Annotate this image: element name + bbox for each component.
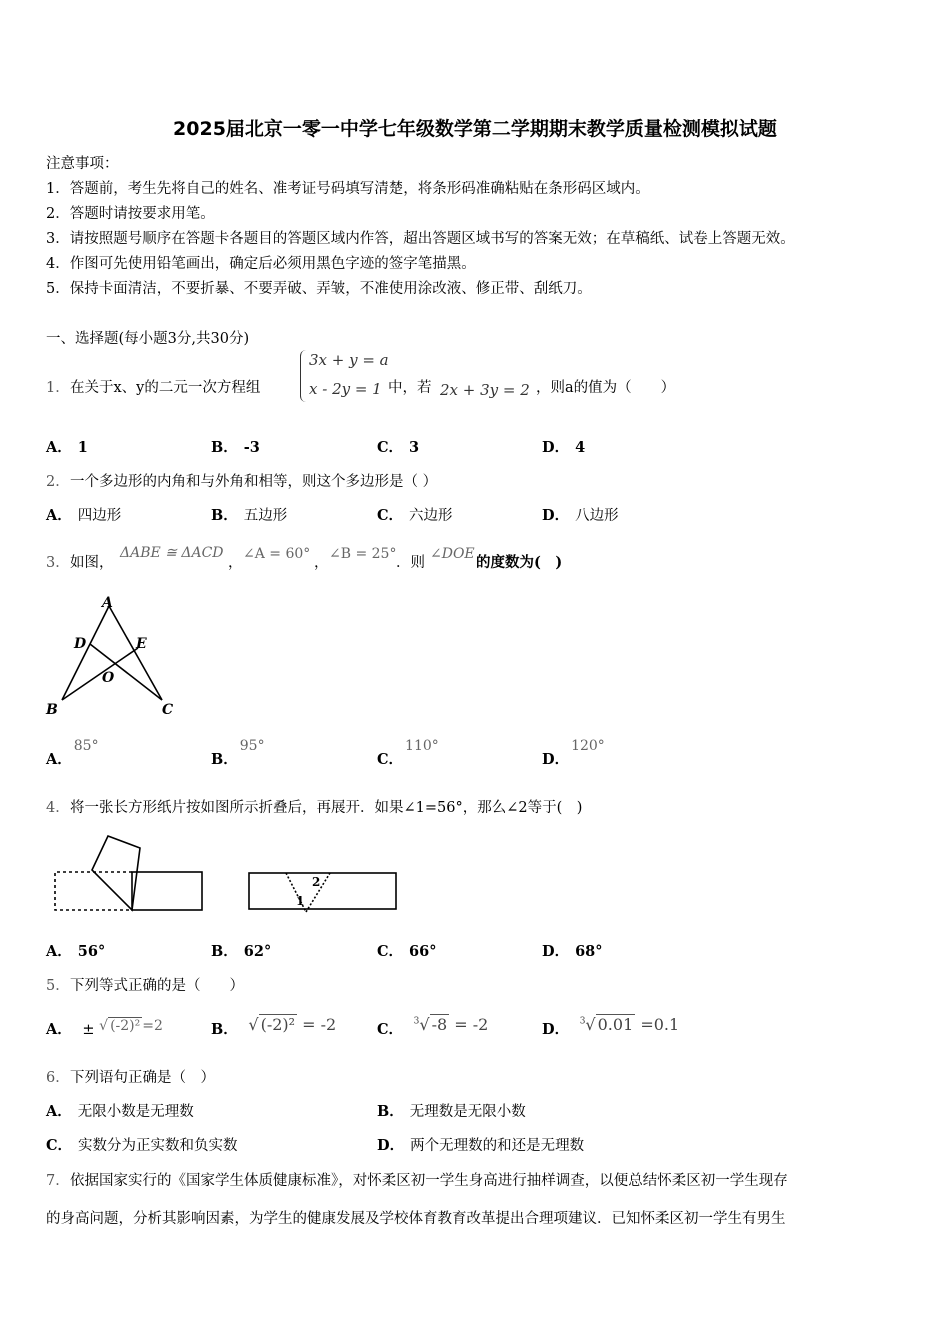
option-c[interactable] — [377, 504, 453, 525]
option-d[interactable] — [542, 940, 609, 961]
question-number: 5． — [46, 978, 70, 994]
note-item: 4．作图可先使用铅笔画出，确定后必须用黑色字迹的签字笔描黑。 — [46, 256, 476, 272]
option-c[interactable] — [377, 436, 425, 457]
equation-line: 3x + y = a — [309, 351, 389, 369]
question-number: 6． — [46, 1070, 70, 1086]
option-label: B． — [211, 943, 238, 960]
separator: ， — [314, 555, 329, 571]
rhs: = -2 — [302, 1015, 337, 1034]
option-text: 六边形 — [409, 508, 453, 524]
option-label: A． — [46, 1021, 72, 1038]
option-text: 3 — [409, 439, 420, 456]
root-index: 3 — [579, 1016, 586, 1027]
note-item: 3．请按照题号顺序在答题卡各题目的答题区域内作答，超出答题区域书写的答案无效；在草稿纸、试卷上答题无效。 — [46, 231, 795, 247]
question-number: 2． — [46, 474, 70, 490]
option-text: 两个无理数的和还是无理数 — [410, 1138, 585, 1154]
notes-heading: 注意事项： — [46, 156, 119, 172]
equation-line: x - 2y = 1 — [309, 380, 382, 398]
option-text: 1 — [77, 439, 88, 456]
option-label: C． — [377, 751, 404, 768]
option-b[interactable] — [211, 738, 269, 769]
option-text: 五边形 — [243, 508, 288, 524]
angle-label-2: 2 — [312, 875, 321, 889]
option-d[interactable]: D． $^3$√ 0.01 =0.1 — [542, 1015, 680, 1038]
rhs: =0.1 — [640, 1015, 680, 1034]
option-label: A． — [46, 507, 72, 524]
option-label: C． — [377, 1021, 404, 1038]
question-text: 的身高问题，分析其影响因素，为学生的健康发展及学校体育教育改革提出合理项建议．已知怀柔区初一学生有男生 — [46, 1211, 786, 1227]
congruence-expression: ΔABE ≅ ΔACD — [120, 545, 224, 561]
condition-equation: 2x + 3y = 2 — [440, 381, 530, 399]
option-label: C． — [377, 439, 404, 456]
option-a[interactable] — [46, 504, 121, 525]
option-label: B． — [211, 1021, 238, 1038]
option-label: C． — [46, 1137, 73, 1154]
option-b[interactable] — [211, 436, 266, 457]
option-d[interactable] — [377, 1134, 584, 1155]
option-b[interactable] — [211, 940, 277, 961]
option-b[interactable] — [377, 1100, 526, 1121]
option-text: 95° — [239, 738, 265, 754]
question-number: 1． — [46, 380, 70, 396]
angle-a-expression: ∠A = 60° — [243, 546, 311, 562]
radicand: (-2)² — [260, 1015, 296, 1034]
option-label: B． — [211, 507, 238, 524]
option-label: A． — [46, 943, 72, 960]
option-label: D． — [377, 1137, 405, 1154]
page-title: 2025届北京一零一中学七年级数学第二学期期末教学质量检测模拟试题 — [173, 118, 777, 140]
question-text: 一个多边形的内角和与外角和相等，则这个多边形是（ ） — [70, 474, 438, 490]
option-text: 八边形 — [575, 508, 619, 524]
question-number: 4． — [46, 800, 70, 816]
option-a[interactable] — [46, 1100, 194, 1121]
segment-dc — [90, 644, 162, 700]
question-text: 将一张长方形纸片按如图所示折叠后，再展开．如果∠1=56°，那么∠2等于( ) — [70, 800, 583, 816]
option-label: A． — [46, 1103, 72, 1120]
question-text: 在关于x、y的二元一次方程组 — [70, 380, 261, 396]
option-text: -3 — [243, 439, 260, 456]
option-label: B． — [211, 439, 238, 456]
folding-figure — [50, 832, 410, 918]
angle-doe: ∠DOE — [430, 546, 475, 562]
note-item: 5．保持卡面清洁，不要折暴、不要弄破、弄皱，不准使用涂改液、修正带、刮纸刀。 — [46, 281, 592, 297]
question-text: ．则 — [396, 555, 425, 571]
unfolded-part — [132, 872, 202, 910]
option-text: 无理数是无限小数 — [409, 1104, 526, 1120]
option-text: 110° — [405, 738, 439, 754]
option-label: C． — [377, 507, 404, 524]
separator: ， — [228, 555, 243, 571]
option-label: D． — [542, 943, 570, 960]
option-label: D． — [542, 439, 570, 456]
question-text: 下列语句正确是（ ） — [70, 1070, 215, 1086]
option-label: D． — [542, 751, 570, 768]
option-text: 68° — [575, 943, 603, 960]
radicand: (-2)² — [110, 1018, 141, 1034]
question-text: 中，若 — [388, 380, 432, 396]
question-text: 如图， — [70, 555, 114, 571]
option-d[interactable] — [542, 738, 609, 769]
label-a: A — [102, 595, 113, 611]
question-number: 7． — [46, 1173, 70, 1189]
question-text: 下列等式正确的是（ ） — [70, 978, 244, 994]
option-text: 实数分为正实数和负实数 — [78, 1138, 238, 1154]
option-c[interactable]: C． $^3$√ -8 = -2 — [377, 1015, 489, 1038]
dashed-original-rect — [55, 872, 132, 910]
note-item: 1．答题前，考生先将自己的姓名、准考证号码填写清楚，将条形码准确粘贴在条形码区域内。 — [46, 181, 650, 197]
option-text: 无限小数是无理数 — [77, 1104, 194, 1120]
option-d[interactable] — [542, 436, 591, 457]
angle-b-expression: ∠B = 25° — [329, 546, 397, 562]
question-text: 依据国家实行的《国家学生体质健康标准》，对怀柔区初一学生身高进行抽样调查，以便总结怀柔区初一学生现存 — [70, 1173, 788, 1189]
option-text: 120° — [571, 738, 605, 754]
rhs: = -2 — [454, 1015, 489, 1034]
rhs: =2 — [142, 1018, 163, 1034]
option-b[interactable] — [211, 504, 287, 525]
label-d: D — [74, 636, 87, 652]
equation-brace — [300, 350, 307, 402]
note-item: 2．答题时请按要求用笔。 — [46, 206, 215, 222]
option-text: 四边形 — [77, 508, 122, 524]
option-a[interactable] — [46, 738, 103, 769]
option-text: 56° — [77, 943, 106, 960]
label-b: B — [46, 702, 58, 718]
option-a[interactable] — [46, 436, 94, 457]
segment-be — [62, 648, 138, 700]
option-a[interactable]: A． ± √ (-2)² =2 — [46, 1018, 163, 1038]
option-d[interactable] — [542, 504, 619, 525]
radicand: -8 — [431, 1015, 448, 1034]
option-a[interactable] — [46, 940, 111, 961]
question-text: 的度数为( ) — [476, 554, 563, 571]
folded-flap — [92, 836, 140, 910]
question-text: ，则a的值为（ ） — [536, 380, 676, 396]
option-c[interactable] — [46, 1134, 238, 1155]
question-number: 3． — [46, 555, 70, 571]
radicand: 0.01 — [597, 1015, 634, 1034]
option-label: D． — [542, 507, 570, 524]
option-text: 4 — [575, 439, 586, 456]
angle-label-1: 1 — [296, 894, 305, 908]
section-heading: 一、选择题(每小题3分,共30分) — [46, 331, 250, 347]
option-label: D． — [542, 1021, 570, 1038]
edge-ac — [109, 606, 162, 700]
option-label: B． — [211, 751, 238, 768]
label-o: O — [102, 670, 115, 686]
label-c: C — [162, 702, 174, 718]
option-label: A． — [46, 751, 72, 768]
option-text: 66° — [409, 943, 437, 960]
label-e: E — [136, 636, 147, 652]
option-label: A． — [46, 439, 72, 456]
option-label: B． — [377, 1103, 404, 1120]
triangle-figure — [40, 592, 190, 722]
option-c[interactable] — [377, 940, 442, 961]
unfolded-rect — [249, 873, 396, 909]
option-c[interactable] — [377, 738, 443, 769]
option-b[interactable]: B． √ (-2)² = -2 — [211, 1015, 337, 1038]
option-label: C． — [377, 943, 404, 960]
plus-minus: ± — [82, 1022, 95, 1038]
option-text: 85° — [73, 738, 99, 754]
option-text: 62° — [243, 943, 272, 960]
root-index: 3 — [413, 1016, 420, 1027]
